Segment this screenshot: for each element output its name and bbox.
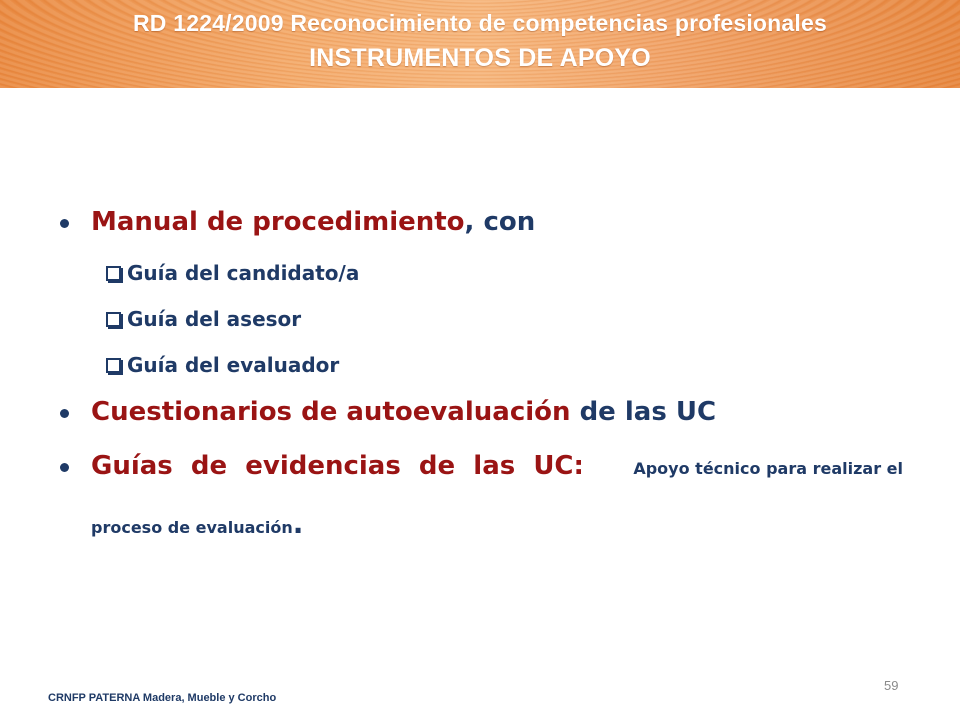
subitem-label: Guía del asesor — [127, 307, 302, 331]
header-subtitle: INSTRUMENTOS DE APOYO — [309, 44, 651, 72]
subitem-label: Guía del candidato/a — [127, 261, 360, 285]
header-title: RD 1224/2009 Reconocimiento de competencias profesionales — [133, 10, 827, 36]
bullet-guias-desc-2: proceso de evaluación — [91, 518, 293, 537]
bullet-guias — [91, 451, 903, 481]
bullet-dot — [60, 219, 69, 228]
subitem-label: Guía del evaluador — [127, 353, 340, 377]
bullet-manual-title: Manual de procedimiento — [91, 207, 465, 237]
checkbox-icon — [106, 312, 121, 327]
bullet-manual — [91, 207, 535, 237]
subitem-evaluador — [106, 353, 339, 377]
page-number: 59 — [884, 678, 899, 693]
bullet-guias-desc: Apoyo técnico para realizar el — [633, 459, 903, 478]
footer-text: CRNFP PATERNA Madera, Mueble y Corcho — [48, 692, 277, 704]
checkbox-icon — [106, 358, 121, 373]
bullet-cuestionarios-title: Cuestionarios de autoevaluación — [91, 397, 571, 427]
bullet-guias-continuation — [91, 507, 303, 540]
bullet-cuestionarios-suffix: de las UC — [570, 397, 717, 427]
checkbox-icon — [106, 266, 121, 281]
subitem-asesor — [106, 307, 301, 331]
bullet-cuestionarios — [91, 397, 716, 427]
bullet-dot — [60, 409, 69, 418]
bullet-guias-period: . — [292, 507, 304, 540]
bullet-manual-suffix: , con — [464, 207, 536, 237]
bullet-guias-title: Guías de evidencias de las UC: — [91, 451, 584, 481]
subitem-candidato — [106, 261, 359, 285]
bullet-dot — [60, 463, 69, 472]
